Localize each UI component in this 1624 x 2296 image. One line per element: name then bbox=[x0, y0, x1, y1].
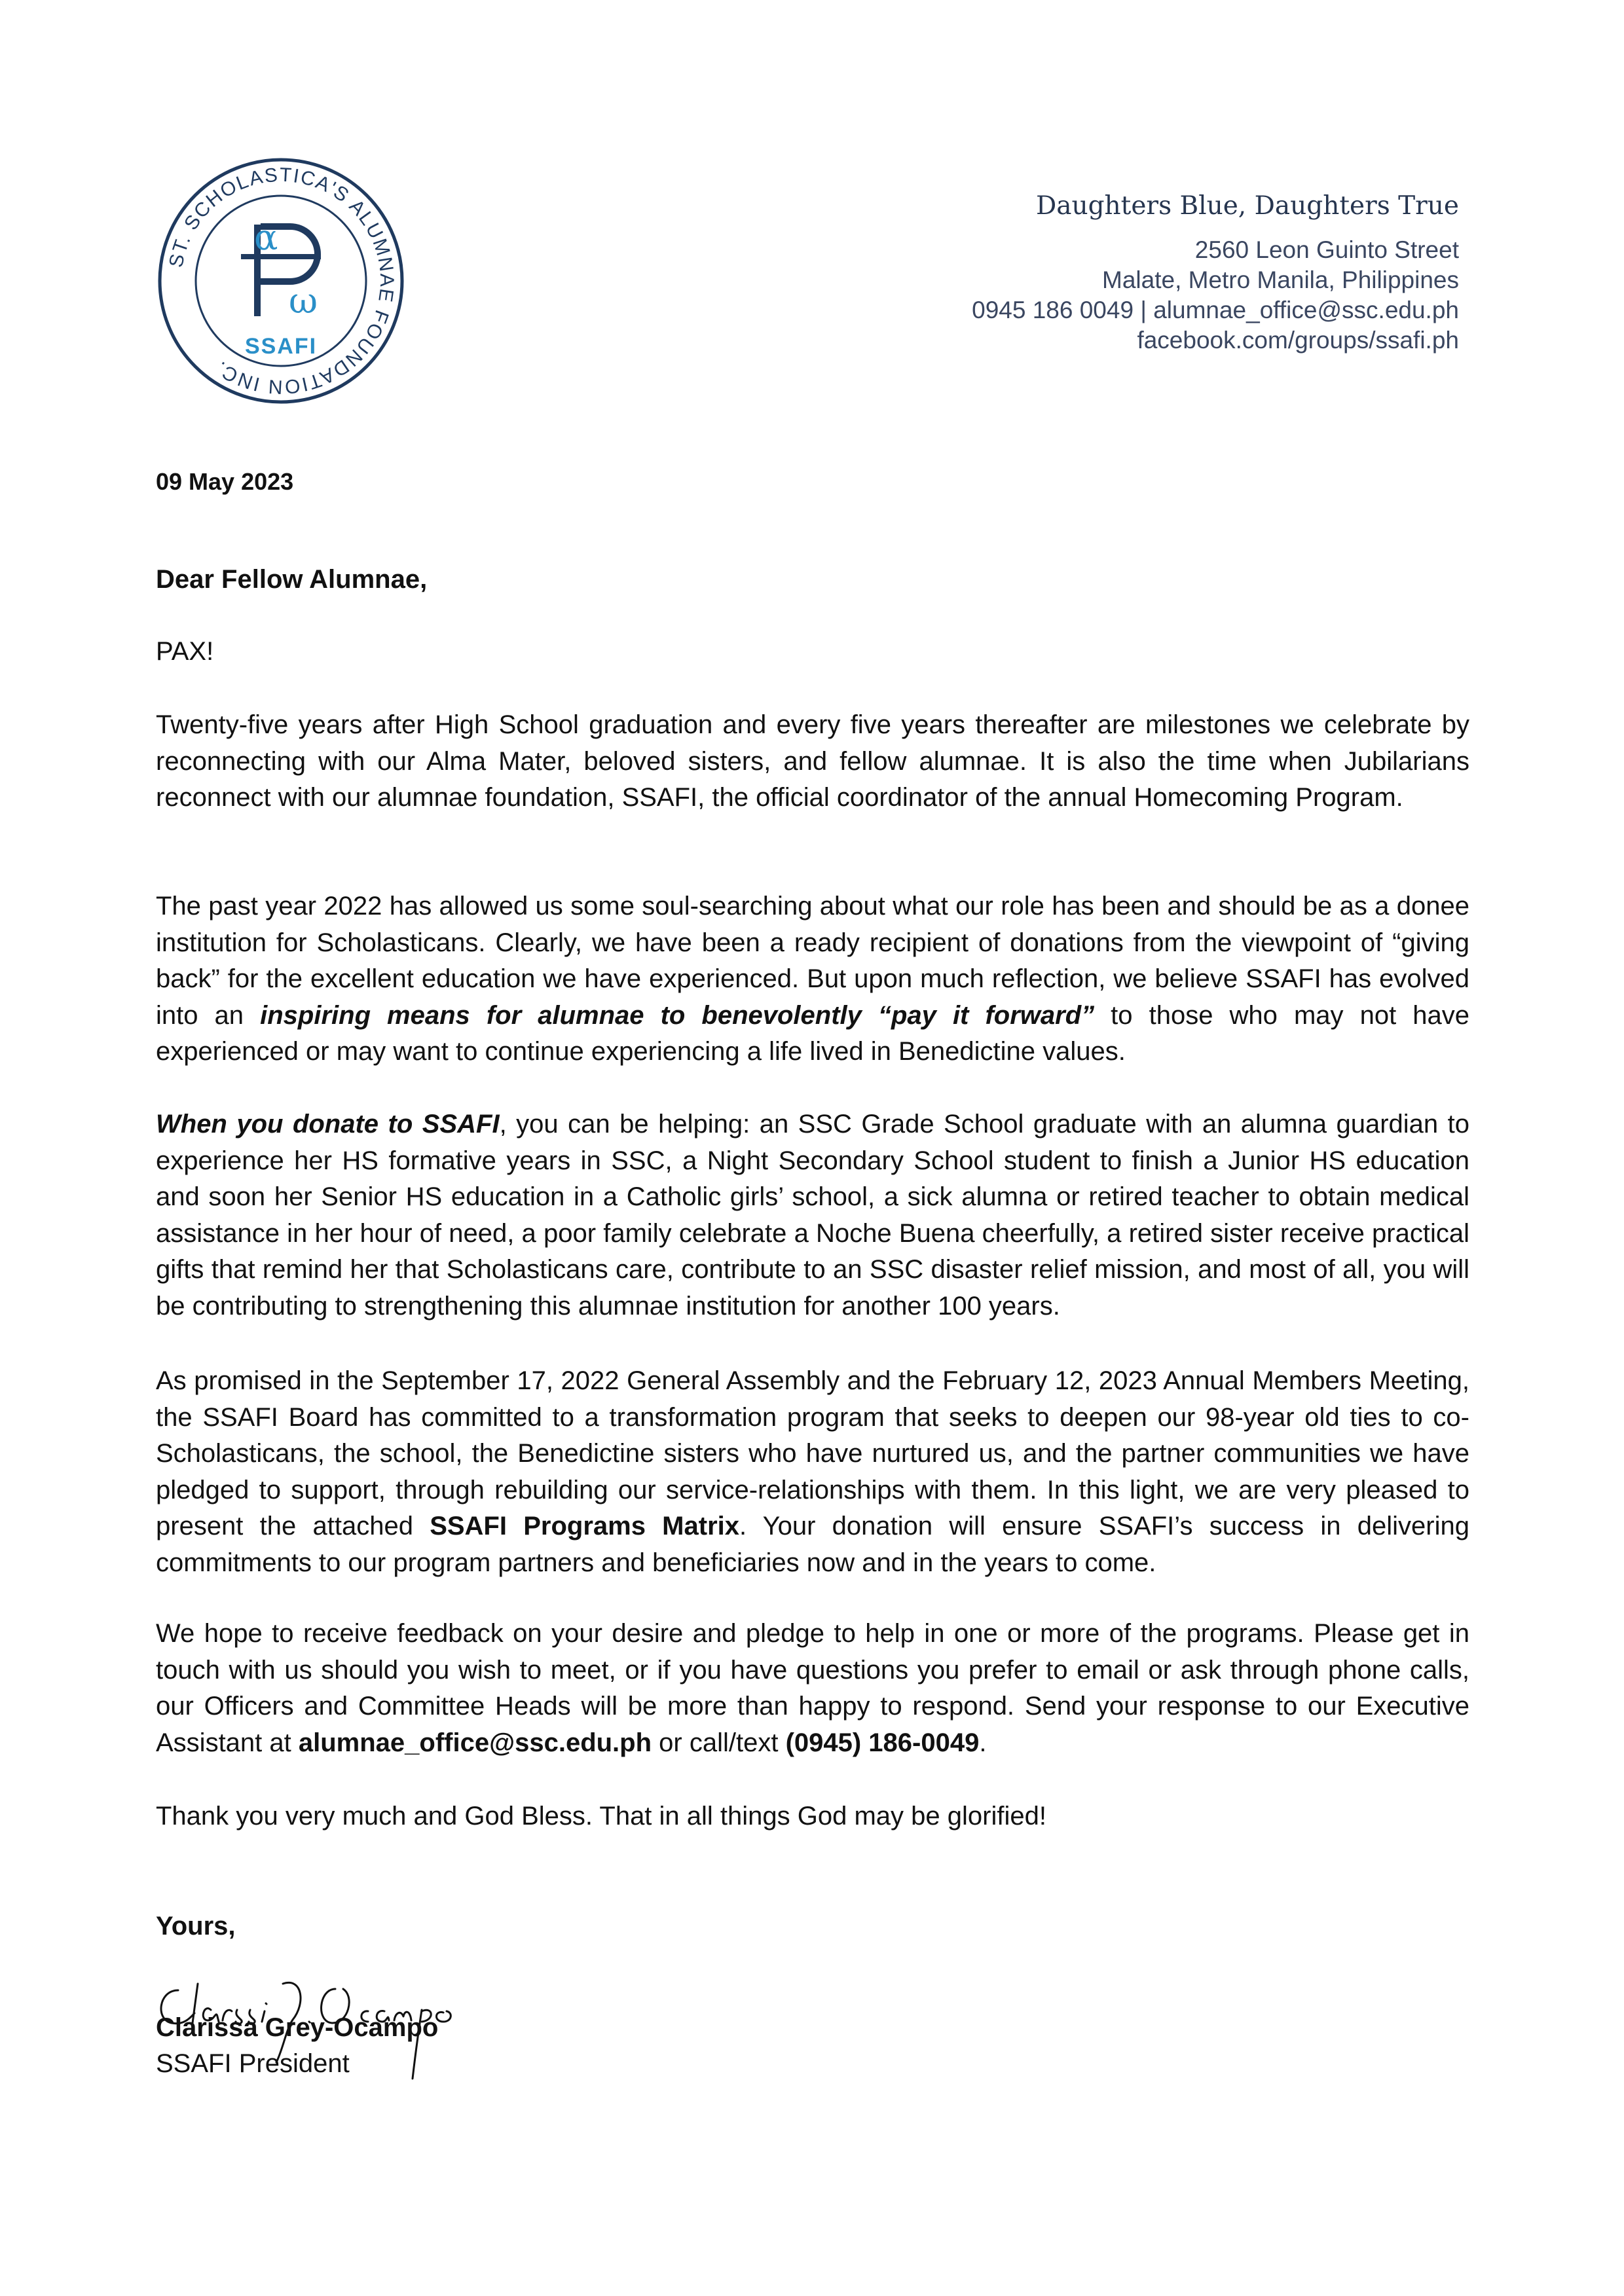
signer-name: Clarissa Grey-Ocampo bbox=[156, 2013, 439, 2042]
p5-text-end: . bbox=[979, 1728, 987, 1757]
paragraph-6: Thank you very much and God Bless. That in all things God may be glorified! bbox=[156, 1802, 1046, 1831]
svg-text:ST. SCHOLASTICA'S ALUMNAE FOUN: ST. SCHOLASTICA'S ALUMNAE FOUNDATION INC. bbox=[165, 164, 398, 398]
ssafi-logo bbox=[156, 156, 406, 406]
paragraph-2 bbox=[156, 888, 1469, 1070]
address-line-2: Malate, Metro Manila, Philippines bbox=[1102, 266, 1459, 293]
p5-text-mid: or call/text bbox=[652, 1728, 786, 1757]
closing: Yours, bbox=[156, 1912, 236, 1941]
contact-line: 0945 186 0049 | alumnae_office@ssc.edu.ph bbox=[972, 297, 1459, 323]
paragraph-4 bbox=[156, 1363, 1469, 1581]
omega-glyph: ω bbox=[289, 280, 318, 321]
programs-matrix: SSAFI Programs Matrix bbox=[430, 1512, 739, 1540]
signer-title: SSAFI President bbox=[156, 2049, 350, 2078]
address-line-1: 2560 Leon Guinto Street bbox=[1194, 236, 1459, 263]
p4-text-a: As promised in the September 17, 2022 General Assembly and the February 12, 2023 Annual Members Meeting, the SSAFI Board has committed to a transformation program that seeks to deepen our 98-year old ties to co-Scholasticans, the school, the Benedictine sisters who have nurtured us, and the partner communities we have pledged to support, through rebuilding our service-relationships with them. In this light, we are very pleased to present the attached bbox=[156, 1366, 1469, 1540]
p3-text: , you can be helping: an SSC Grade School graduate with an alumna guardian to experience her HS formative years in SSC, a Night Secondary School student to finish a Junior HS education and soon her Senior HS education in a Catholic girls’ school, a sick alumna or retired teacher to obtain medical assistance in her hour of need, a poor family celebrate a Noche Buena cheerfully, a retired sister receive practical gifts that remind her that Scholasticans care, contribute to an SSC disaster relief mission, and most of all, you will be contributing to strengthening this alumnae institution for another 100 years. bbox=[156, 1110, 1470, 1321]
p4-text-b: . Your donation will ensure SSAFI’s success in delivering commitments to our program partners and beneficiaries now and in the years to come. bbox=[156, 1512, 1469, 1577]
p2-text-b: to those who may not have experienced or may want to continue experiencing a life lived in Benedictine values. bbox=[156, 1000, 1469, 1066]
alpha-glyph: α bbox=[254, 217, 278, 258]
p5-text-a: We hope to receive feedback on your desire and pledge to help in one or more of the programs. Please get in touch with us should you wish to meet, or if you have questions you prefer to email or ask through phone calls, our Officers and Committee Heads will be more than happy to respond. Send your response to our Executive Assistant at bbox=[156, 1619, 1469, 1757]
logo-acronym: SSAFI bbox=[244, 334, 318, 359]
paragraph-1: Twenty-five years after High School graduation and every five years thereafter are milestones we celebrate by reconnecting with our Alma Mater, beloved sisters, and fellow alumnae. It is also the time when Jubilarians reconnect with our alumnae foundation, SSAFI, the official coordinator of the annual Homecoming Program. bbox=[156, 710, 1469, 812]
p2-text-a: The past year 2022 has allowed us some soul-searching about what our role has been and should be as a donee institution for Scholasticans. Clearly, we have been a ready recipient of donations from the viewpoint of “giving back” for the excellent education we have experienced. But upon much reflection, we believe SSAFI has evolved into an bbox=[156, 892, 1469, 1030]
letterhead bbox=[972, 191, 1459, 355]
office-phone: (0945) 186-0049 bbox=[785, 1728, 980, 1757]
p2-emphasis: inspiring means for alumnae to benevolently “pay it forward” bbox=[260, 1000, 1095, 1030]
office-email: alumnae_office@ssc.edu.ph bbox=[298, 1728, 652, 1757]
paragraph-5 bbox=[156, 1616, 1469, 1761]
salutation: Dear Fellow Alumnae, bbox=[156, 565, 428, 594]
letter-date: 09 May 2023 bbox=[156, 468, 294, 495]
facebook-line: facebook.com/groups/ssafi.ph bbox=[1137, 327, 1459, 354]
greeting: PAX! bbox=[156, 637, 214, 666]
p3-emphasis: When you donate to SSAFI bbox=[156, 1110, 500, 1139]
paragraph-3 bbox=[156, 1106, 1469, 1324]
motto: Daughters Blue, Daughters True bbox=[1035, 191, 1459, 221]
